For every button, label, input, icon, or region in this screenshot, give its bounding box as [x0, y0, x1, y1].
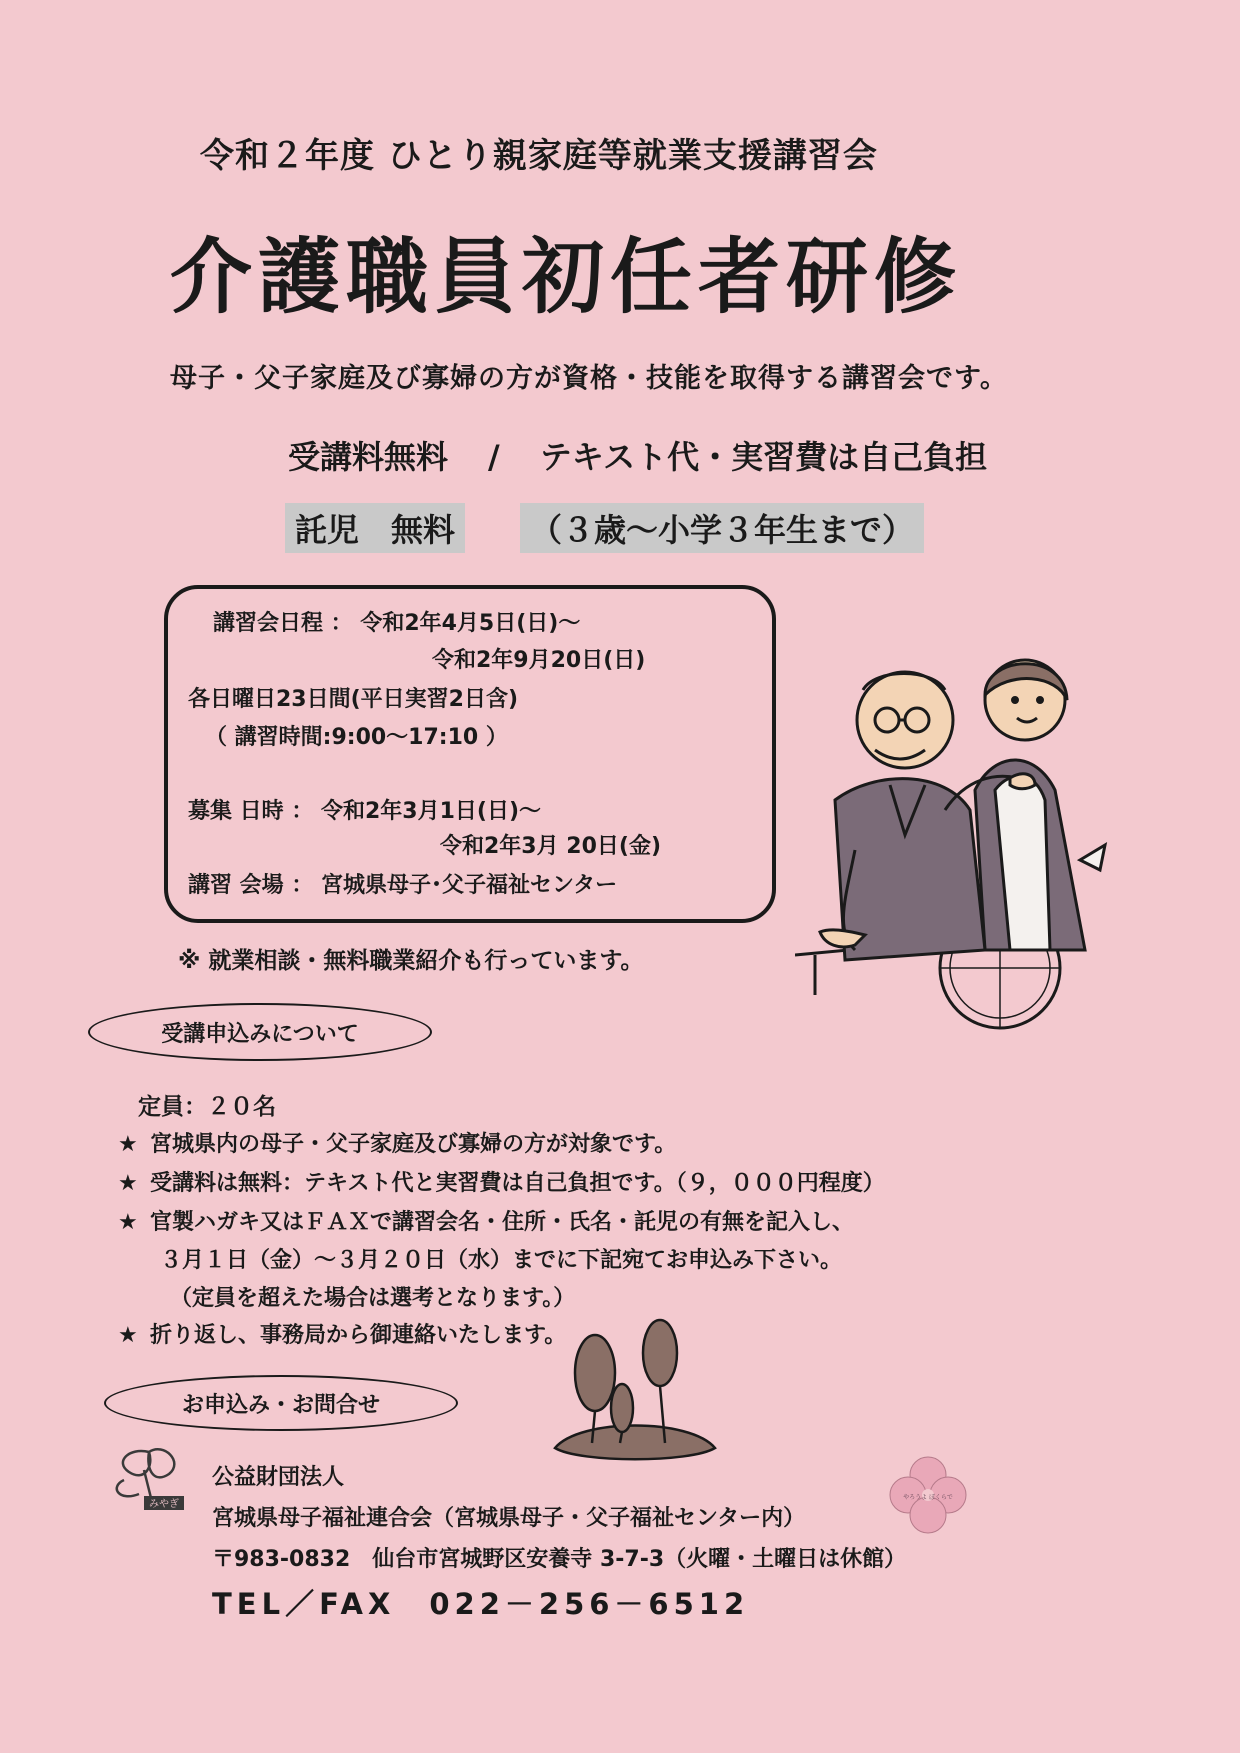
address: 〒983-0832 仙台市宮城野区安養寺 3-7-3（火曜・土曜日は休館） — [212, 1547, 907, 1572]
childcare-age: （３歳～小学３年生まで） — [520, 503, 924, 553]
capacity: 定員：２０名 — [138, 1094, 276, 1120]
header-subtitle: 令和２年度 ひとり親家庭等就業支援講習会 — [200, 136, 878, 176]
apply-heading: 受講申込みについて — [88, 1003, 432, 1061]
schedule-end: 令和2年9月20日(日) — [432, 648, 646, 673]
apply-item: ★ 受講料は無料：テキスト代と実習費は自己負担です。（９，０００円程度） — [118, 1171, 885, 1196]
fee-free: 受講料無料 — [288, 438, 449, 476]
logo-right-text: やろうよ ぼくらで — [903, 1494, 953, 1501]
consultation-note: ※ 就業相談・無料職業紹介も行っています。 — [178, 948, 644, 974]
telfax: TEL／FAX 022－256－6512 — [212, 1587, 750, 1621]
apply-item: ★ 宮城県内の母子・父子家庭及び寡婦の方が対象です。 — [118, 1132, 677, 1157]
contact-heading: お申込み・お問合せ — [104, 1375, 458, 1431]
apply-item-continued: ３月１日（金）～３月２０日（水）までに下記宛てお申込み下さい。 — [160, 1248, 843, 1273]
apply-item: ★ 官製ハガキ又はＦＡＸで講習会名・住所・氏名・託児の有無を記入し、 — [118, 1210, 855, 1235]
venue: 講習 会場 ： 宮城県母子･父子福祉センター — [188, 873, 618, 898]
clover-logo — [888, 1455, 968, 1535]
caregiver-illustration — [795, 650, 1195, 1050]
main-title: 介護職員初任者研修 — [170, 230, 963, 325]
fee-slash: / — [488, 438, 500, 476]
star-icon: ★ — [118, 1132, 138, 1157]
recruit-end: 令和2年3月 20日(金) — [440, 834, 661, 859]
star-icon: ★ — [118, 1210, 138, 1235]
apply-item-note: （定員を超えた場合は選考となります。） — [170, 1286, 576, 1311]
childcare-label: 託児 無料 — [285, 503, 465, 553]
logo-left-text: みやぎ — [149, 1499, 179, 1510]
star-icon: ★ — [118, 1171, 138, 1196]
schedule-hours: （ 講習時間:9:00～17:10 ） — [205, 725, 508, 750]
organization-logo — [104, 1442, 194, 1512]
recruit-start: 募集 日時 ： 令和2年3月1日(日)～ — [188, 799, 542, 824]
fee-line — [288, 432, 987, 478]
star-icon: ★ — [118, 1323, 138, 1348]
schedule-start: 講習会日程 ： 令和2年4月5日(日)～ — [213, 611, 581, 636]
schedule-days: 各日曜日23日間(平日実習2日含) — [188, 687, 519, 712]
apply-item: ★ 折り返し、事務局から御連絡いたします。 — [118, 1323, 567, 1348]
plant-illustration — [550, 1318, 720, 1468]
org-name: 宮城県母子福祉連合会（宮城県母子・父子福祉センター内） — [212, 1506, 806, 1531]
org-type: 公益財団法人 — [212, 1465, 345, 1490]
fee-paid: テキスト代・実習費は自己負担 — [539, 438, 988, 476]
tagline: 母子・父子家庭及び寡婦の方が資格・技能を取得する講習会です。 — [170, 363, 1008, 394]
